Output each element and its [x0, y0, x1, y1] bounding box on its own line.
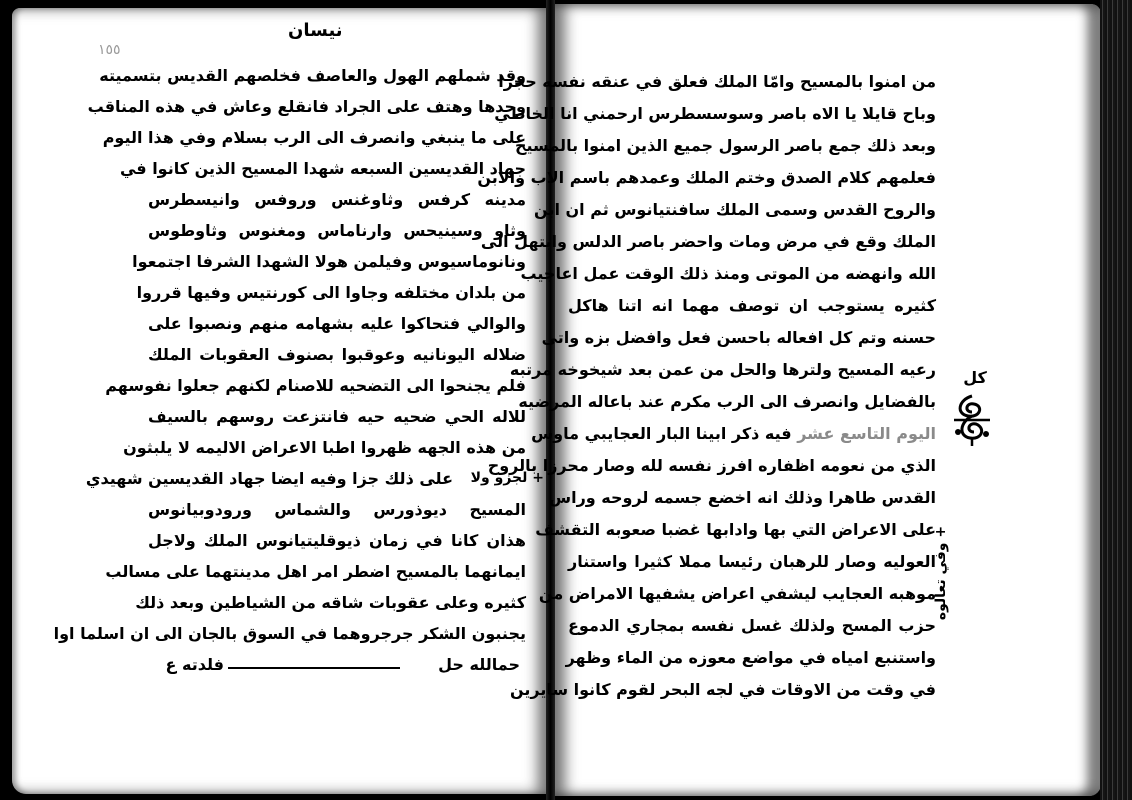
manuscript-line: على ذلك جزا وفيه ايضا جهاد القديسين شهيدي	[85, 469, 453, 488]
book-edge	[1100, 0, 1132, 800]
manuscript-line: وباح قايلا يا الاه باصر وسوسسطرس ارحمني انا الخاطي	[494, 104, 936, 123]
manuscript-line: العوليه وصار للرهبان رئيسا مملا كثيرا واستنار	[568, 552, 936, 571]
manuscript-line: وحدها وهتف على الجراد فانقلع وعاش في هذه المناقب	[87, 97, 526, 116]
manuscript-line: الذي من نعومه اظفاره افرز نفسه لله وصار محرزا بالروح	[487, 456, 936, 475]
manuscript-line: واستنبع امياه في مواضع معوزه من الماء وظهر	[565, 648, 936, 667]
manuscript-line: في وقت من الاوقات في لجه البحر لقوم كانوا سايرين	[509, 680, 936, 699]
manuscript-line: وبعد ذلك جمع باصر الرسول جميع الذين امنوا بالمسيح	[514, 136, 936, 155]
rubric-heading: اليوم التاسع عشر	[797, 424, 936, 443]
manuscript-line: القدس طاهرا وذلك انه اخضع جسمه لروحه وراس	[549, 488, 936, 507]
manuscript-line: وقد شملهم الهول والعاصف فخلصهم القديس بتسميته	[99, 66, 526, 85]
manuscript-line: موهبه العجايب ليشفي اعراض يشفيها الامراض من	[538, 584, 936, 603]
page-number: ١٥٥	[98, 42, 121, 58]
rubric-line	[531, 418, 936, 449]
page-header: نيسان	[288, 20, 343, 41]
manuscript-line: على ما ينبغي وانصرف الى الرب بسلام وفي هذا اليوم	[102, 128, 526, 147]
manuscript-line: رعيه المسيح ولترها والحل من عمن بعد شيخوخه مرتبه	[509, 360, 936, 379]
manuscript-line: كثيره وعلى عقوبات شاقه من الشياطين وبعد ذلك	[135, 593, 526, 612]
margin-note-vertical: + وفي تعالوه	[933, 525, 949, 621]
manuscript-line: ونانوماسيوس وفيلمن هولا الشهدا الشرفا اجتمعوا	[132, 252, 526, 271]
manuscript-line: الله وانهضه من الموتى ومنذ ذلك الوقت عمل اعاجيب	[520, 264, 936, 283]
manuscript-line: من بلدان مختلفه وجاوا الى كورنتيس وفيها قرروا	[136, 283, 526, 302]
margin-ornament-icon	[950, 392, 994, 448]
manuscript-line: جهاد القديسين السبعه شهدا المسيح الذين كانوا في	[119, 159, 526, 178]
manuscript-line: على الاعراض التي بها وادابها غضبا صعوبه التقشف	[535, 520, 936, 539]
manuscript-line: من هذه الجهه ظهروا اطبا الاعراض الاليمه لا يلبثون	[123, 438, 526, 457]
manuscript-line: مدينه كرفس وثاوغنس وروفس وانيسطرس	[148, 190, 526, 209]
manuscript-line: المسيح ديوذورس والشماس ورودوبيانوس	[148, 500, 526, 519]
rubric-line-text: فيه ذكر ابينا البار العجايبي ماوس	[531, 424, 792, 443]
manuscript-line: حسنه وتم كل افعاله باحسن فعل وافضل بزه واتى	[541, 328, 936, 347]
manuscript-line: ضلاله اليونانيه وعوقبوا بصنوف العقوبات الملك	[148, 345, 526, 364]
manuscript-line: حزب المسح ولذلك غسل نفسه بمجاري الدموع	[568, 616, 936, 635]
closing-rule	[228, 667, 400, 669]
manuscript-line: ايمانهما بالمسيح اضطر امر اهل مدينتهما على مسالب	[105, 562, 526, 581]
closing-text-end: فلدته ع	[165, 655, 224, 674]
manuscript-line: والروح القدس وسمى الملك سافنتيانوس ثم ان ابن	[534, 200, 936, 219]
manuscript-line: الملك وقع في مرض ومات واحضر باصر الدلس وابتهل الى	[480, 232, 936, 251]
closing-text-start: حمالله حل	[438, 655, 520, 674]
manuscript-line: والوالي فتحاكوا عليه بشهامه منهم ونصبوا على	[148, 314, 526, 333]
manuscript-line: كثيره يستوجب ان توصف مهما انه اتنا هاكل	[568, 296, 936, 315]
manuscript-line: بالفضايل وانصرف الى الرب مكرم عند باعاله المرضيه	[518, 392, 936, 411]
manuscript-line: فلم يجنحوا الى التضحيه للاصنام لكنهم جعلوا نفوسهم	[105, 376, 526, 395]
manuscript-line: للاله الحي ضحيه حيه فانتزعت روسهم بالسيف	[148, 407, 526, 426]
manuscript-line: يجنبون الشكر جرجروهما في السوق بالجان الى ان اسلما اوا	[53, 624, 526, 643]
margin-note: + لجزو ولا	[470, 470, 544, 486]
manuscript-line: من امنوا بالمسيح وامّا الملك فعلق في عنقه نفسه حجرا	[498, 72, 936, 91]
manuscript-line: هذان كانا في زمان ذيوقليتيانوس الملك ولاجل	[148, 531, 526, 550]
manuscript-line: وثاو وسينيحس وارناماس ومغنوس وثاوطوس	[148, 221, 526, 240]
manuscript-line: فعلمهم كلام الصدق وختم الملك وعمدهم باسم الاب والابن	[477, 168, 936, 187]
margin-mark: كل	[963, 368, 987, 387]
